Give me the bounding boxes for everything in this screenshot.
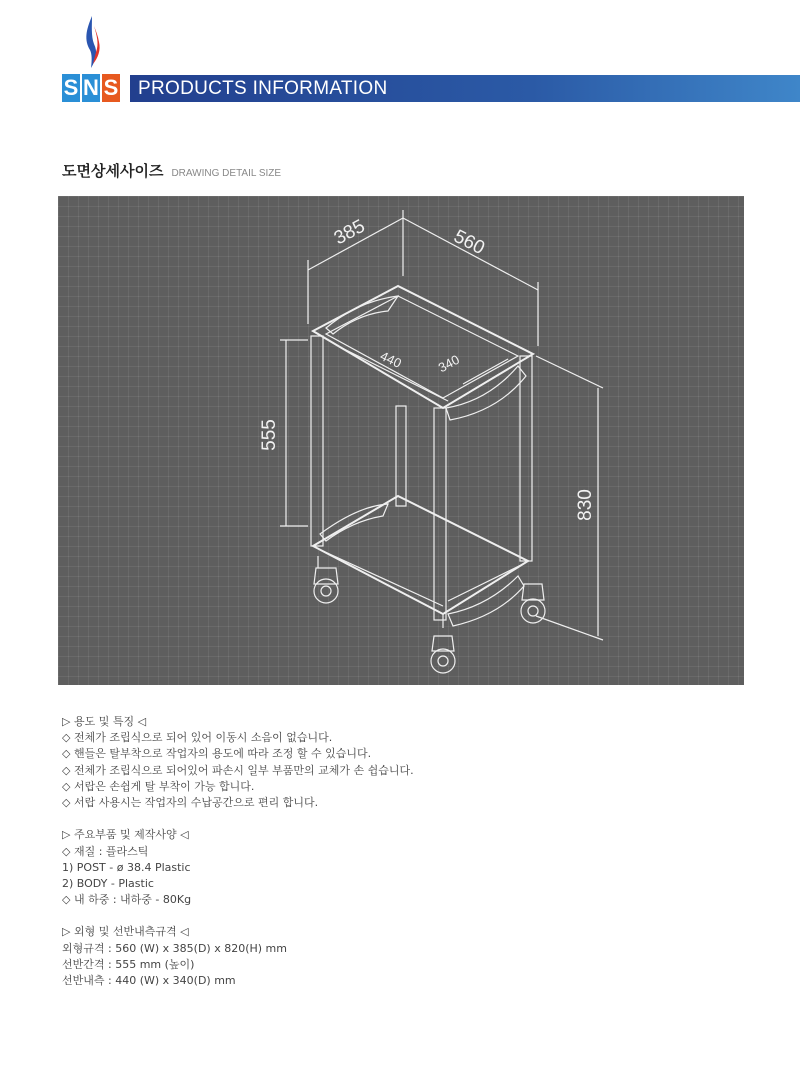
header-bar <box>130 75 800 102</box>
size-item: 선반간격 : 555 mm (높이) <box>62 957 195 971</box>
usage-item: ◇ 전체가 조립식으로 되어 있어 이동시 소음이 없습니다. <box>62 731 333 745</box>
logo-letter: N <box>83 75 99 100</box>
wheel-back-right <box>521 599 545 623</box>
post-back-left <box>396 406 406 506</box>
usage-item: ◇ 전체가 조립식으로 되어있어 파손시 일부 부품만의 교체가 손 쉽습니다. <box>62 763 414 777</box>
logo-letter: S <box>103 75 119 100</box>
dim-inner-width-label: 440 <box>377 348 404 371</box>
parts-item: 1) POST - ø 38.4 Plastic <box>62 860 191 874</box>
post-front-left <box>311 336 323 546</box>
dim-shelf-gap-label: 555 <box>258 419 280 451</box>
wheel-front-right <box>431 649 455 673</box>
post-back-right <box>520 356 532 561</box>
page-title: PRODUCTS INFORMATION <box>138 78 388 99</box>
cart-drawing <box>58 196 744 685</box>
logo-flame-icon <box>82 16 102 68</box>
parts-item: ◇ 재질 : 플라스틱 <box>62 844 149 858</box>
dim-height-label: 830 <box>574 489 596 521</box>
dim-inner-depth-label: 340 <box>435 351 462 376</box>
section-title-en: DRAWING DETAIL SIZE <box>171 168 282 179</box>
technical-drawing <box>58 196 744 685</box>
specs <box>62 714 414 989</box>
parts-item: ◇ 내 하중 : 내하중 - 80Kg <box>62 893 192 907</box>
dim-width-label: 560 <box>450 226 488 260</box>
size-item: 외형규격 : 560 (W) x 385(D) x 820(H) mm <box>62 941 287 955</box>
section-title-ko: 도면상세사이즈 <box>62 162 164 180</box>
parts-heading: ▷ 주요부품 및 제작사양 ◁ <box>62 828 189 842</box>
usage-item: ◇ 서랍은 손쉽게 탈 부착이 가능 합니다. <box>62 779 255 793</box>
section-heading <box>62 160 281 181</box>
usage-heading: ▷ 용도 및 특징 ◁ <box>62 715 147 728</box>
logo-letter: S <box>63 75 79 100</box>
size-heading: ▷ 외형 및 선반내측규격 ◁ <box>62 925 189 939</box>
usage-item: ◇ 핸들은 탈부착으로 작업자의 용도에 따라 조정 할 수 있습니다. <box>62 747 372 761</box>
wheel-front-left <box>314 579 338 603</box>
usage-item: ◇ 서랍 사용시는 작업자의 수납공간으로 편리 합니다. <box>62 795 319 809</box>
logo <box>62 74 120 102</box>
parts-item: 2) BODY - Plastic <box>62 876 154 890</box>
dim-depth-label: 385 <box>330 215 369 250</box>
size-item: 선반내측 : 440 (W) x 340(D) mm <box>62 974 236 987</box>
